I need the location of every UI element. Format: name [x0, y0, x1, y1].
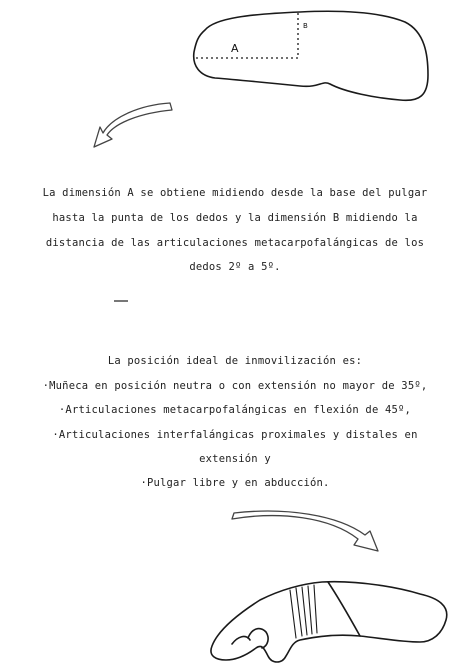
- splint-pattern-outline: [194, 11, 428, 100]
- dimension-a-label: A: [231, 42, 239, 55]
- paragraph-line: ·Muñeca en posición neutra o con extensión no mayor de 35º,: [42, 380, 428, 392]
- paragraph-line: La dimensión A se obtiene midiendo desde la base del pulgar: [42, 187, 428, 199]
- dimension-b-label: B: [303, 22, 308, 30]
- paragraph-line: ·Articulaciones metacarpofalángicas en flexión de 45º,: [58, 404, 412, 416]
- curved-arrow-icon: [0, 95, 200, 155]
- splint-3d-diagram: [0, 560, 470, 668]
- stray-mark: [114, 300, 128, 302]
- paragraph-line: ·Articulaciones interfalángicas proximales y distales en: [52, 429, 418, 441]
- paragraph-line: distancia de las articulaciones metacarpofalángicas de los: [45, 237, 425, 249]
- paragraph-line: ·Pulgar libre y en abducción.: [140, 477, 330, 489]
- splint-3d-outline: [211, 582, 447, 662]
- paragraph-line: dedos 2º a 5º.: [189, 261, 281, 273]
- paragraph-line: hasta la punta de los dedos y la dimensión B midiendo la: [52, 212, 418, 224]
- paragraph-line: extensión y: [199, 453, 271, 465]
- paragraph-line: La posición ideal de inmovilización es:: [107, 355, 363, 367]
